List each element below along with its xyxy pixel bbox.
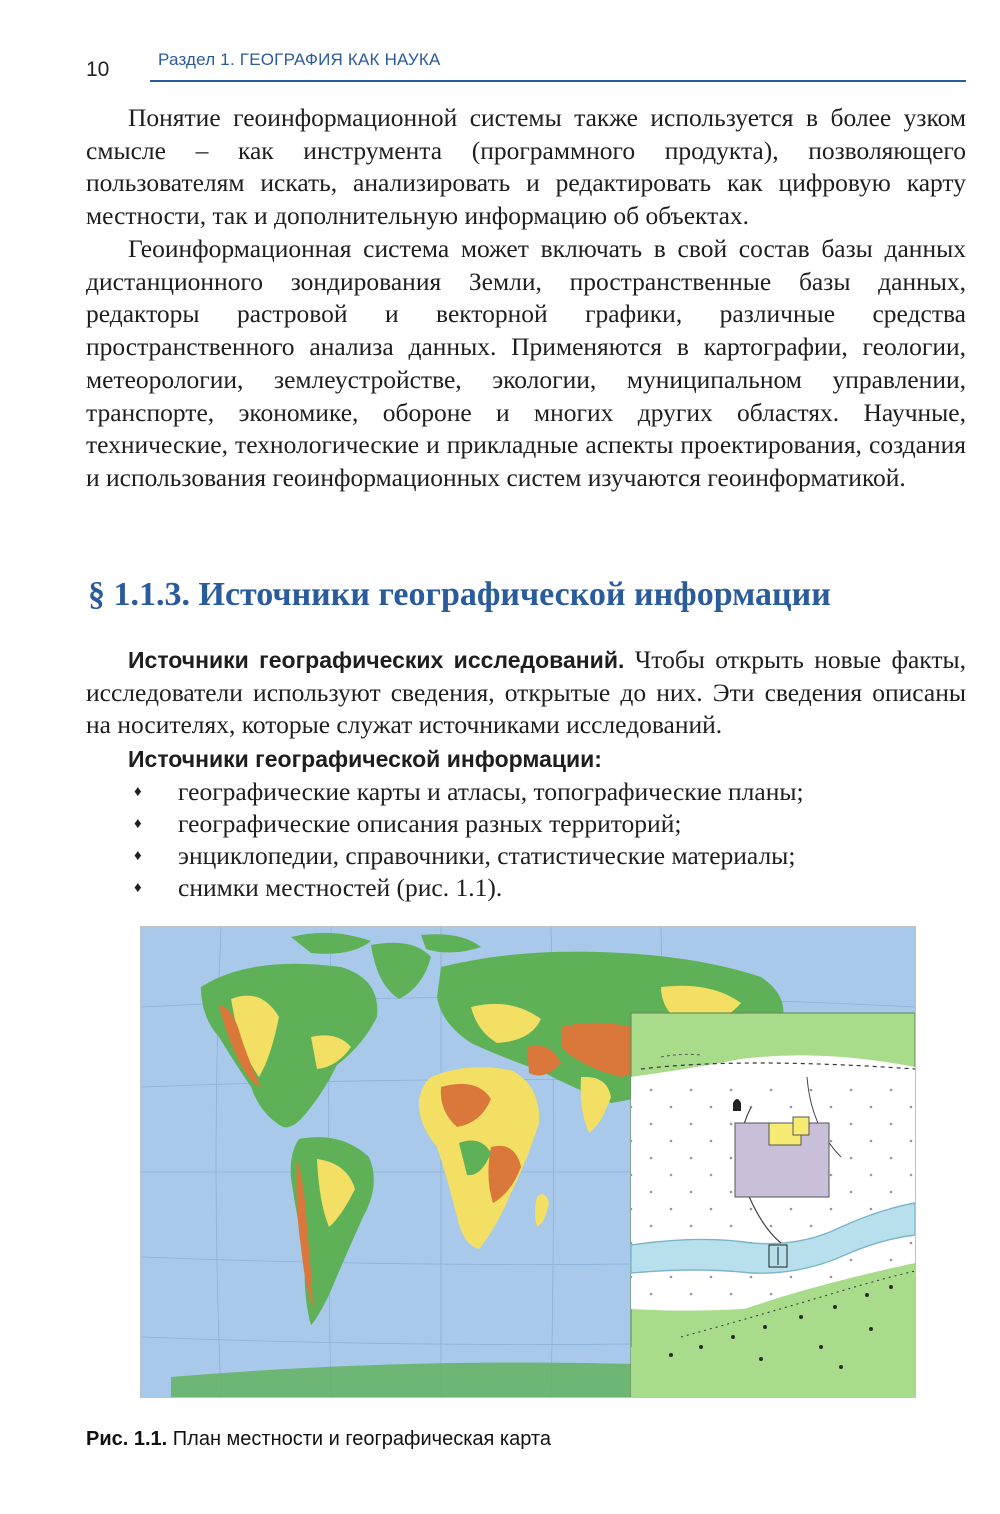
list-item	[134, 872, 804, 904]
list-item-text: снимки местностей (рис. 1.1).	[178, 873, 503, 902]
list-item	[134, 808, 804, 840]
paragraph: Геоинформационная система может включать в свой состав базы данных дистанционного зондирования Земли, пространственные базы данных, редакторы растровой и векторной графики, различные средства пространственного анализа данных. Применяются в картографии, геологии, метеорологии, землеустройстве, экологии, муниципальном управлении, транспорте, экономике, обороне и многих других областях. Научные, технические, технологические и прикладные аспекты проектирования, создания и использования геоинформационных систем изучаются геоинформатикой.	[86, 234, 966, 492]
list-item	[134, 776, 804, 808]
list-item	[134, 840, 804, 872]
paragraph-lead: Источники географических исследований.	[128, 647, 625, 673]
paragraph-text: Чтобы открыть новые факты, исследователи используют сведения, открытые до них. Эти сведения описаны на носителях, которые служат источниками исследований.	[86, 645, 966, 740]
topographic-plan-inset	[631, 1013, 915, 1397]
paragraph	[86, 644, 966, 742]
running-header: Раздел 1. ГЕОГРАФИЯ КАК НАУКА	[158, 50, 441, 69]
bullet-icon: ♦	[134, 880, 142, 896]
caption-text: План местности и географическая карта	[167, 1428, 551, 1450]
bullet-icon: ♦	[134, 848, 142, 864]
figure-1-1	[140, 926, 916, 1398]
list-item-text: географические карты и атласы, топографические планы;	[178, 777, 804, 806]
bullet-icon: ♦	[134, 816, 142, 832]
caption-label: Рис. 1.1.	[86, 1428, 168, 1450]
paragraph: Понятие геоинформационной системы также используется в более узком смысле – как инструмента (программного продукта), позволяющего пользователям искать, анализировать и редактировать как цифровую карту местности, так и дополнительную информацию об объектах.	[86, 103, 966, 231]
header-rule	[150, 80, 966, 82]
list-heading: Источники географической информации:	[128, 746, 602, 772]
sources-list	[134, 776, 804, 904]
figure-caption	[86, 1428, 551, 1451]
list-item-text: географические описания разных территорий;	[178, 809, 682, 838]
page-number: 10	[86, 58, 110, 81]
list-item-text: энциклопедии, справочники, статистические материалы;	[178, 841, 796, 870]
bullet-icon: ♦	[134, 784, 142, 800]
world-physical-map-image	[141, 927, 915, 1397]
section-heading: § 1.1.3. Источники географической информации	[88, 576, 831, 613]
